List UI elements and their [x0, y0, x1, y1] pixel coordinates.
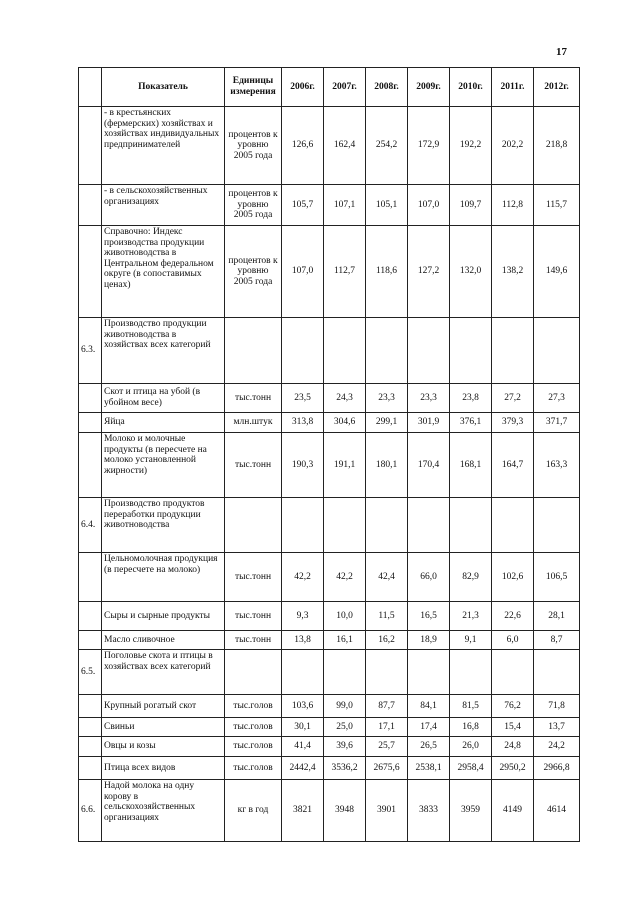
value-cell: 162,4: [324, 107, 366, 185]
unit-cell: млн.штук: [225, 413, 282, 433]
value-cell: 254,2: [366, 107, 408, 185]
table-row: [79, 757, 580, 780]
value-cell: [324, 318, 366, 384]
unit-cell: тыс.тонн: [225, 631, 282, 650]
table-row: [79, 780, 580, 842]
statistics-table: [78, 67, 580, 842]
value-cell: 9,1: [450, 631, 492, 650]
value-cell: 15,4: [492, 718, 534, 737]
value-cell: [408, 498, 450, 553]
unit-cell: процентов к уровню 2005 года: [225, 185, 282, 226]
value-cell: 2442,4: [282, 757, 324, 780]
value-cell: 106,5: [534, 553, 580, 602]
value-cell: 132,0: [450, 226, 492, 318]
value-cell: 103,6: [282, 695, 324, 718]
indicator-name: Яйца: [102, 413, 225, 433]
value-cell: 25,0: [324, 718, 366, 737]
value-cell: 163,3: [534, 433, 580, 498]
value-cell: 107,0: [408, 185, 450, 226]
value-cell: 41,4: [282, 737, 324, 757]
value-cell: 3948: [324, 780, 366, 842]
value-cell: [534, 318, 580, 384]
table-row: [79, 650, 580, 695]
value-cell: 164,7: [492, 433, 534, 498]
unit-cell: тыс.тонн: [225, 433, 282, 498]
value-cell: [324, 650, 366, 695]
value-cell: 30,1: [282, 718, 324, 737]
value-cell: 191,1: [324, 433, 366, 498]
row-number: [79, 433, 102, 498]
table-row: [79, 384, 580, 413]
value-cell: 376,1: [450, 413, 492, 433]
value-cell: 99,0: [324, 695, 366, 718]
value-cell: 107,1: [324, 185, 366, 226]
value-cell: 2675,6: [366, 757, 408, 780]
value-cell: 87,7: [366, 695, 408, 718]
unit-cell: [225, 650, 282, 695]
table-row: [79, 318, 580, 384]
header-year: 2009г.: [408, 68, 450, 107]
value-cell: 42,2: [324, 553, 366, 602]
value-cell: [450, 318, 492, 384]
indicator-name: Молоко и молочные продукты (в пересчете на молоко установленной жирности): [102, 433, 225, 498]
value-cell: [408, 650, 450, 695]
row-number: [79, 553, 102, 602]
value-cell: 42,2: [282, 553, 324, 602]
row-number: 6.4.: [79, 498, 102, 553]
value-cell: 11,5: [366, 602, 408, 631]
indicator-name: Поголовье скота и птицы в хозяйствах всех категорий: [102, 650, 225, 695]
row-number: 6.5.: [79, 650, 102, 695]
row-number: [79, 384, 102, 413]
header-year: 2008г.: [366, 68, 408, 107]
row-number: [79, 185, 102, 226]
value-cell: 192,2: [450, 107, 492, 185]
value-cell: 24,3: [324, 384, 366, 413]
value-cell: 4149: [492, 780, 534, 842]
row-number: [79, 602, 102, 631]
value-cell: 26,5: [408, 737, 450, 757]
value-cell: 115,7: [534, 185, 580, 226]
value-cell: 379,3: [492, 413, 534, 433]
table-header-row: [79, 68, 580, 107]
value-cell: 126,6: [282, 107, 324, 185]
value-cell: [282, 318, 324, 384]
value-cell: 3959: [450, 780, 492, 842]
table-row: [79, 737, 580, 757]
value-cell: 22,6: [492, 602, 534, 631]
indicator-name: Производство продуктов переработки продукции животноводства: [102, 498, 225, 553]
unit-cell: процентов к уровню 2005 года: [225, 107, 282, 185]
value-cell: 6,0: [492, 631, 534, 650]
value-cell: 10,0: [324, 602, 366, 631]
indicator-name: Свиньи: [102, 718, 225, 737]
value-cell: 28,1: [534, 602, 580, 631]
value-cell: [450, 650, 492, 695]
value-cell: 84,1: [408, 695, 450, 718]
table-row: [79, 185, 580, 226]
unit-cell: тыс.голов: [225, 718, 282, 737]
value-cell: 76,2: [492, 695, 534, 718]
value-cell: 170,4: [408, 433, 450, 498]
value-cell: 3821: [282, 780, 324, 842]
table-row: [79, 107, 580, 185]
header-year: 2007г.: [324, 68, 366, 107]
value-cell: 102,6: [492, 553, 534, 602]
value-cell: 3833: [408, 780, 450, 842]
value-cell: [366, 498, 408, 553]
unit-cell: тыс.тонн: [225, 384, 282, 413]
value-cell: 27,3: [534, 384, 580, 413]
value-cell: 180,1: [366, 433, 408, 498]
header-year: 2006г.: [282, 68, 324, 107]
row-number: [79, 413, 102, 433]
unit-cell: кг в год: [225, 780, 282, 842]
value-cell: [450, 498, 492, 553]
header-number: [79, 68, 102, 107]
row-number: [79, 718, 102, 737]
indicator-name: Сыры и сырные продукты: [102, 602, 225, 631]
row-number: [79, 757, 102, 780]
value-cell: 17,4: [408, 718, 450, 737]
value-cell: 2538,1: [408, 757, 450, 780]
value-cell: 23,5: [282, 384, 324, 413]
row-number: [79, 631, 102, 650]
value-cell: 82,9: [450, 553, 492, 602]
indicator-name: Масло сливочное: [102, 631, 225, 650]
value-cell: [534, 650, 580, 695]
value-cell: 127,2: [408, 226, 450, 318]
value-cell: 16,2: [366, 631, 408, 650]
value-cell: 371,7: [534, 413, 580, 433]
indicator-name: Скот и птица на убой (в убойном весе): [102, 384, 225, 413]
indicator-name: - в крестьянских (фермерских) хозяйствах и хозяйствах индивидуальных предпринимателей: [102, 107, 225, 185]
value-cell: 202,2: [492, 107, 534, 185]
indicator-name: Птица всех видов: [102, 757, 225, 780]
value-cell: 105,7: [282, 185, 324, 226]
page-number: 17: [556, 46, 567, 58]
value-cell: 27,2: [492, 384, 534, 413]
unit-cell: процентов к уровню 2005 года: [225, 226, 282, 318]
value-cell: 18,9: [408, 631, 450, 650]
indicator-name: Цельномолочная продукция (в пересчете на молоко): [102, 553, 225, 602]
value-cell: [282, 498, 324, 553]
row-number: 6.6.: [79, 780, 102, 842]
value-cell: 16,8: [450, 718, 492, 737]
value-cell: 301,9: [408, 413, 450, 433]
value-cell: 118,6: [366, 226, 408, 318]
unit-cell: тыс.голов: [225, 757, 282, 780]
value-cell: 42,4: [366, 553, 408, 602]
table-row: [79, 553, 580, 602]
row-number: [79, 226, 102, 318]
header-units: [225, 68, 282, 107]
value-cell: 4614: [534, 780, 580, 842]
value-cell: 66,0: [408, 553, 450, 602]
row-number: [79, 737, 102, 757]
header-year: 2010г.: [450, 68, 492, 107]
value-cell: 26,0: [450, 737, 492, 757]
header-year: 2011г.: [492, 68, 534, 107]
value-cell: [534, 498, 580, 553]
value-cell: 71,8: [534, 695, 580, 718]
indicator-name: - в сельскохозяйственных организациях: [102, 185, 225, 226]
value-cell: 190,3: [282, 433, 324, 498]
value-cell: 138,2: [492, 226, 534, 318]
value-cell: 17,1: [366, 718, 408, 737]
value-cell: 149,6: [534, 226, 580, 318]
value-cell: 105,1: [366, 185, 408, 226]
value-cell: 172,9: [408, 107, 450, 185]
value-cell: 2966,8: [534, 757, 580, 780]
value-cell: 23,3: [366, 384, 408, 413]
value-cell: 168,1: [450, 433, 492, 498]
table-row: [79, 498, 580, 553]
indicator-name: Производство продукции животноводства в хозяйствах всех категорий: [102, 318, 225, 384]
value-cell: 23,3: [408, 384, 450, 413]
value-cell: 25,7: [366, 737, 408, 757]
indicator-name: Овцы и козы: [102, 737, 225, 757]
value-cell: [408, 318, 450, 384]
value-cell: [282, 650, 324, 695]
unit-cell: [225, 318, 282, 384]
value-cell: 8,7: [534, 631, 580, 650]
value-cell: 24,2: [534, 737, 580, 757]
value-cell: 3901: [366, 780, 408, 842]
value-cell: 9,3: [282, 602, 324, 631]
unit-cell: [225, 498, 282, 553]
indicator-name: Крупный рогатый скот: [102, 695, 225, 718]
value-cell: 218,8: [534, 107, 580, 185]
table-row: [79, 631, 580, 650]
value-cell: 16,5: [408, 602, 450, 631]
value-cell: 112,7: [324, 226, 366, 318]
value-cell: 2950,2: [492, 757, 534, 780]
indicator-name: Справочно: Индекс производства продукции животноводства в Центральном федеральном округе (в сопоставимых ценах): [102, 226, 225, 318]
value-cell: 16,1: [324, 631, 366, 650]
value-cell: 81,5: [450, 695, 492, 718]
header-units-line2: измерения: [230, 87, 276, 97]
value-cell: [492, 498, 534, 553]
unit-cell: тыс.голов: [225, 695, 282, 718]
header-year: 2012г.: [534, 68, 580, 107]
unit-cell: тыс.тонн: [225, 553, 282, 602]
value-cell: [324, 498, 366, 553]
indicator-name: Надой молока на одну корову в сельскохозяйственных организациях: [102, 780, 225, 842]
table-row: [79, 718, 580, 737]
row-number: [79, 107, 102, 185]
value-cell: 39,6: [324, 737, 366, 757]
value-cell: 107,0: [282, 226, 324, 318]
row-number: [79, 695, 102, 718]
value-cell: 2958,4: [450, 757, 492, 780]
value-cell: 13,8: [282, 631, 324, 650]
value-cell: 23,8: [450, 384, 492, 413]
table-row: [79, 433, 580, 498]
table-row: [79, 695, 580, 718]
header-units-line1: Единицы: [232, 76, 274, 87]
value-cell: 109,7: [450, 185, 492, 226]
value-cell: 3536,2: [324, 757, 366, 780]
value-cell: [492, 318, 534, 384]
unit-cell: тыс.тонн: [225, 602, 282, 631]
unit-cell: тыс.голов: [225, 737, 282, 757]
table-row: [79, 413, 580, 433]
value-cell: [366, 318, 408, 384]
table-row: [79, 226, 580, 318]
value-cell: 13,7: [534, 718, 580, 737]
header-indicator: Показатель: [102, 68, 225, 107]
value-cell: [366, 650, 408, 695]
value-cell: 21,3: [450, 602, 492, 631]
table-row: [79, 602, 580, 631]
value-cell: 313,8: [282, 413, 324, 433]
value-cell: 112,8: [492, 185, 534, 226]
value-cell: 304,6: [324, 413, 366, 433]
row-number: 6.3.: [79, 318, 102, 384]
value-cell: 299,1: [366, 413, 408, 433]
value-cell: [492, 650, 534, 695]
value-cell: 24,8: [492, 737, 534, 757]
